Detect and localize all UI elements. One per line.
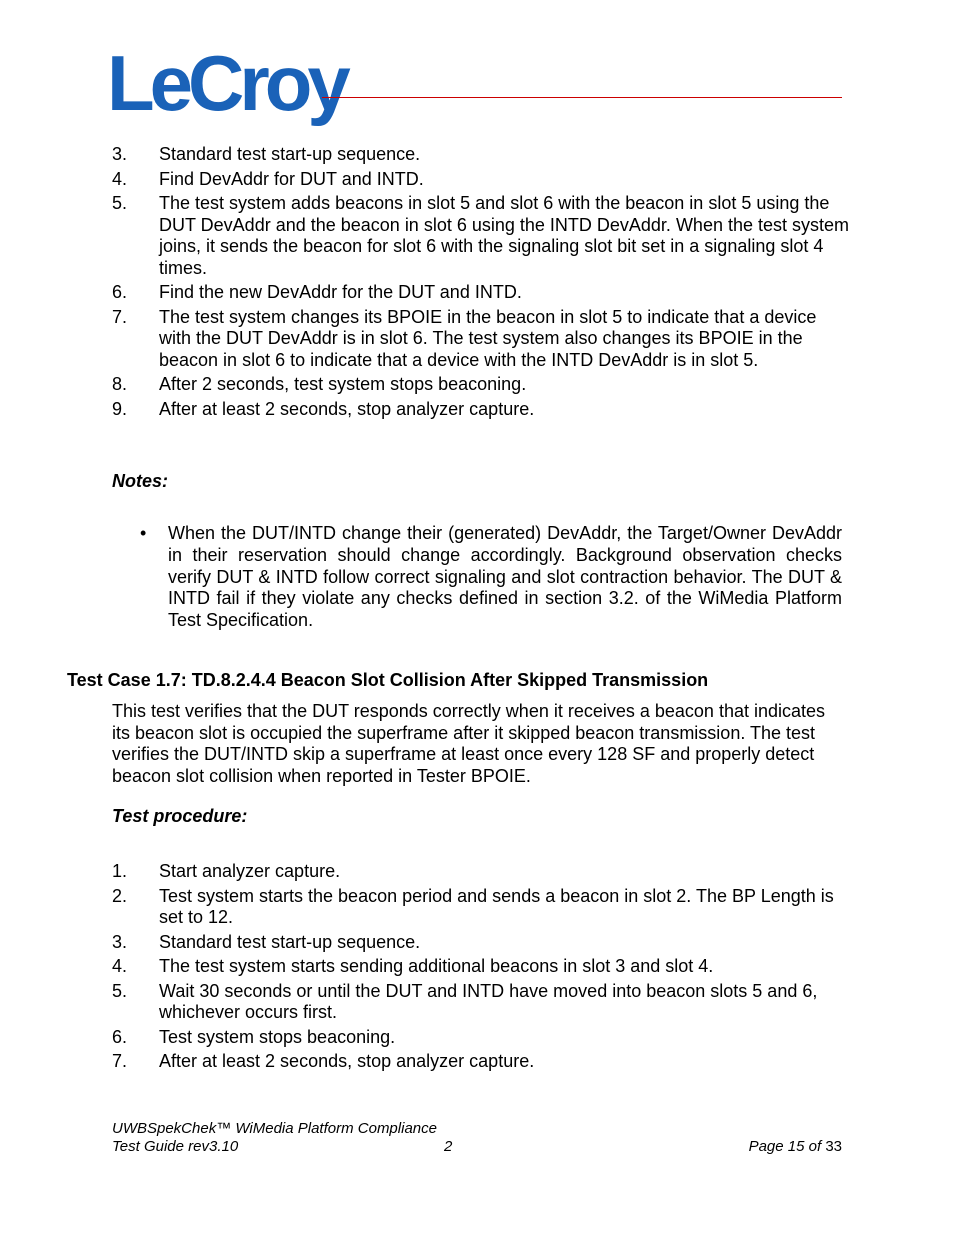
test-procedure-heading: Test procedure: [112, 806, 248, 826]
list-item [112, 169, 852, 191]
list-item-text: Find the new DevAddr for the DUT and INTD. [159, 282, 522, 302]
list-item-number: 7. [112, 1051, 128, 1071]
list-item [112, 932, 852, 954]
list-item-number: 9. [112, 398, 128, 419]
list-item-text: Find DevAddr for DUT and INTD. [159, 168, 424, 189]
header-rule [322, 97, 842, 98]
page-total: 33 [825, 1138, 842, 1155]
list-item [112, 956, 852, 978]
list-item-text: Start analyzer capture. [159, 861, 341, 881]
list-item-number: 3. [112, 144, 128, 164]
list-item [112, 886, 852, 929]
list-item-text: Standard test start-up sequence. [159, 144, 421, 164]
list-item-number: 4. [112, 956, 128, 976]
list-item-number: 1. [112, 861, 128, 881]
list-item-number: 8. [112, 374, 128, 394]
page-label: Page 15 of [748, 1138, 822, 1155]
list-item [112, 399, 852, 421]
list-item-text: After 2 seconds, test system stops beaconing. [159, 374, 527, 394]
footer-title: UWBSpekChek™ WiMedia Platform Compliance [112, 1120, 437, 1137]
list-item-number: 6. [112, 1026, 128, 1047]
list-item-number: 6. [112, 282, 128, 302]
test-case-description: This test verifies that the DUT responds correctly when it receives a beacon that indicates its beacon slot is occupied the superframe after it skipped beacon transmission. The test verifies the DUT/INTD skip a superframe at least once every 128 SF and properly detect beacon slot collision when reported in Tester BPOIE. [112, 701, 826, 787]
notes-text: When the DUT/INTD change their (generated) DevAddr, the Target/Owner DevAddr in their reservation should change accordingly. Background observation checks verify DUT & INTD follow correct signaling and slot contraction behavior. The DUT & INTD fail if they violate any checks defined in section 3.2. of the WiMedia Platform Test Specification. [168, 523, 842, 631]
list-item [112, 1027, 852, 1049]
list-item-number: 3. [112, 931, 128, 952]
list-item-text: After at least 2 seconds, stop analyzer capture. [159, 398, 535, 419]
list-item [112, 193, 852, 279]
list-item-number: 5. [112, 980, 128, 1001]
list-item-text: After at least 2 seconds, stop analyzer capture. [159, 1051, 535, 1071]
list-item-text: Wait 30 seconds or until the DUT and INTD have moved into beacon slots 5 and 6, whichever occurs first. [159, 980, 818, 1022]
list-item [112, 374, 852, 396]
notes-bullet-item [140, 523, 842, 632]
list-item-number: 2. [112, 885, 128, 906]
test-case-heading: Test Case 1.7: TD.8.2.4.4 Beacon Slot Collision After Skipped Transmission [67, 670, 709, 690]
procedure-list-1 [112, 144, 852, 423]
bullet-icon: • [140, 523, 147, 543]
page-number [749, 1138, 842, 1155]
list-item [112, 144, 852, 166]
list-item [112, 981, 852, 1024]
footer-revision: Test Guide rev3.10 [112, 1138, 239, 1155]
procedure-list-2 [112, 861, 852, 1076]
list-item-text: Test system starts the beacon period and sends a beacon in slot 2. The BP Length is set to 12. [159, 885, 834, 927]
list-item-text: The test system starts sending additional beacons in slot 3 and slot 4. [159, 956, 714, 976]
list-item-text: Test system stops beaconing. [159, 1026, 396, 1047]
list-item-number: 4. [112, 168, 128, 189]
list-item [112, 1051, 852, 1073]
list-item-text: Standard test start-up sequence. [159, 931, 421, 952]
lecroy-logo: LeCroy [107, 39, 346, 127]
list-item-number: 7. [112, 306, 128, 327]
list-item [112, 282, 852, 304]
list-item-text: The test system adds beacons in slot 5 and slot 6 with the beacon in slot 5 using the DUT DevAddr and the beacon in slot 6 using the INTD DevAddr. When the test system joins, it sends the beacon for slot 6 with the signaling slot bit set in a signaling slot 4 times. [159, 193, 850, 278]
list-item [112, 861, 852, 883]
list-item-number: 5. [112, 193, 128, 213]
footer-center-number: 2 [444, 1138, 453, 1155]
list-item [112, 307, 852, 372]
notes-heading: Notes: [112, 471, 169, 491]
list-item-text: The test system changes its BPOIE in the beacon in slot 5 to indicate that a device with the DUT DevAddr is in slot 6. The test system also changes its BPOIE in the beacon in slot 6 to indicate that a device with the INTD DevAddr is in slot 5. [159, 306, 817, 370]
